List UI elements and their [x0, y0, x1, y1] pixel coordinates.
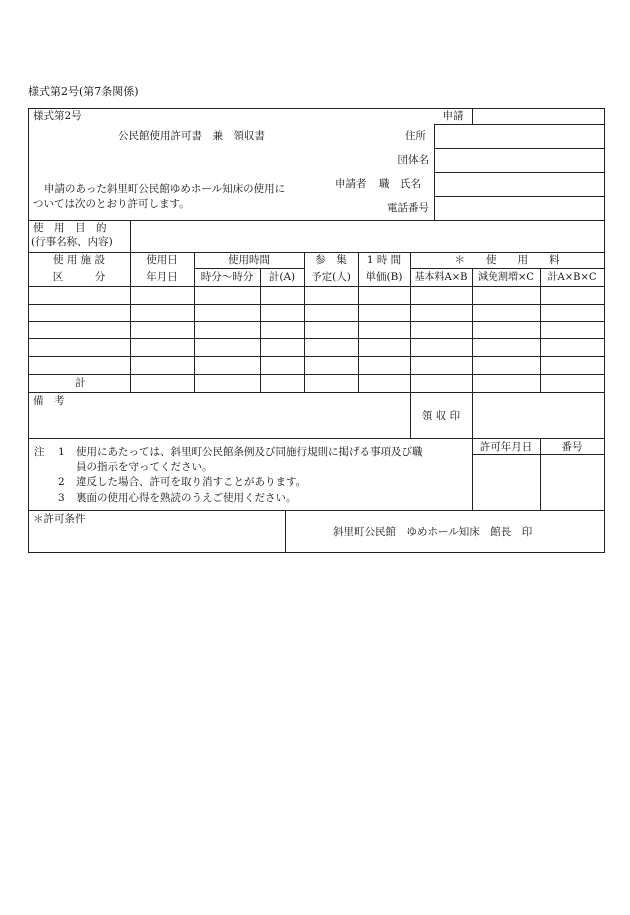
purpose-sublabel: (行事名称、内容): [31, 236, 113, 248]
note-3-text: 裏面の使用心得を熟読のうえご使用ください。: [76, 492, 297, 504]
permit-statement-line1: 申請のあった斜里町公民館ゆめホール知床の使用に: [44, 183, 286, 195]
hourly-rate-header: 1 時 間: [366, 254, 402, 266]
form-number: 様式第2号: [33, 110, 82, 122]
application-label: 申請: [442, 110, 464, 122]
time-total-header: 計(A): [268, 271, 296, 283]
form-caption: 様式第2号(第7条関係): [28, 85, 139, 98]
note-1-line1: 使用にあたっては、斜里町公民館条例及び同施行規則に掲げる事項及び職: [76, 446, 423, 458]
use-date-header: 使用日: [146, 254, 178, 266]
use-date-subheader: 年月日: [146, 271, 178, 283]
notes-prefix: 注: [34, 446, 45, 458]
address-label: 住所: [405, 130, 426, 142]
permit-date-label: 許可年月日: [479, 441, 533, 453]
base-fee-header: 基本料A×B: [414, 272, 468, 283]
attendance-subheader: 予定(人): [311, 271, 351, 283]
issuer-signature: 斜里町公民館 ゆめホール知床 館長 印: [333, 526, 533, 538]
table-row[interactable]: [29, 339, 604, 356]
total-row-label: 計: [75, 377, 86, 389]
table-row[interactable]: [29, 357, 604, 374]
note-number-1: 1: [58, 446, 65, 458]
note-2-text: 違反した場合、許可を取り消すことがあります。: [76, 476, 307, 488]
permit-statement-line2: ついては次のとおり許可します。: [33, 198, 190, 210]
use-time-header: 使用時間: [228, 254, 270, 266]
facility-subheader: 区 分: [52, 271, 106, 283]
table-row[interactable]: [29, 287, 604, 304]
group-name-label: 団体名: [397, 154, 429, 166]
purpose-label: 使 用 目 的: [33, 222, 107, 234]
hourly-rate-subheader: 単価(B): [365, 271, 403, 283]
permit-number-label: 番号: [561, 441, 583, 453]
position-name-label: 職 氏名: [379, 178, 421, 190]
permit-conditions-label: ＊許可条件: [33, 513, 86, 525]
discount-header: 減免割増×C: [477, 272, 535, 283]
facility-header: 使 用 施 設: [52, 254, 105, 266]
note-1-line2: 員の指示を守ってください。: [76, 461, 213, 473]
note-number-2: 2: [58, 476, 65, 488]
time-range-header: 時分～時分: [200, 271, 254, 283]
table-row[interactable]: [29, 305, 604, 321]
phone-label: 電話番号: [387, 202, 429, 214]
applicant-label: 申請者: [335, 178, 367, 190]
receipt-stamp-label: 領 収 印: [421, 410, 461, 422]
usage-fee-header: ＊ 使 用 料: [454, 254, 560, 266]
form-title: 公民館使用許可書 兼 領収書: [118, 130, 265, 142]
attendance-header: 参 集: [315, 254, 347, 266]
fee-total-header: 計A×B×C: [547, 272, 597, 283]
table-row[interactable]: [29, 322, 604, 338]
remarks-label: 備 考: [33, 395, 65, 407]
note-number-3: 3: [58, 492, 65, 504]
